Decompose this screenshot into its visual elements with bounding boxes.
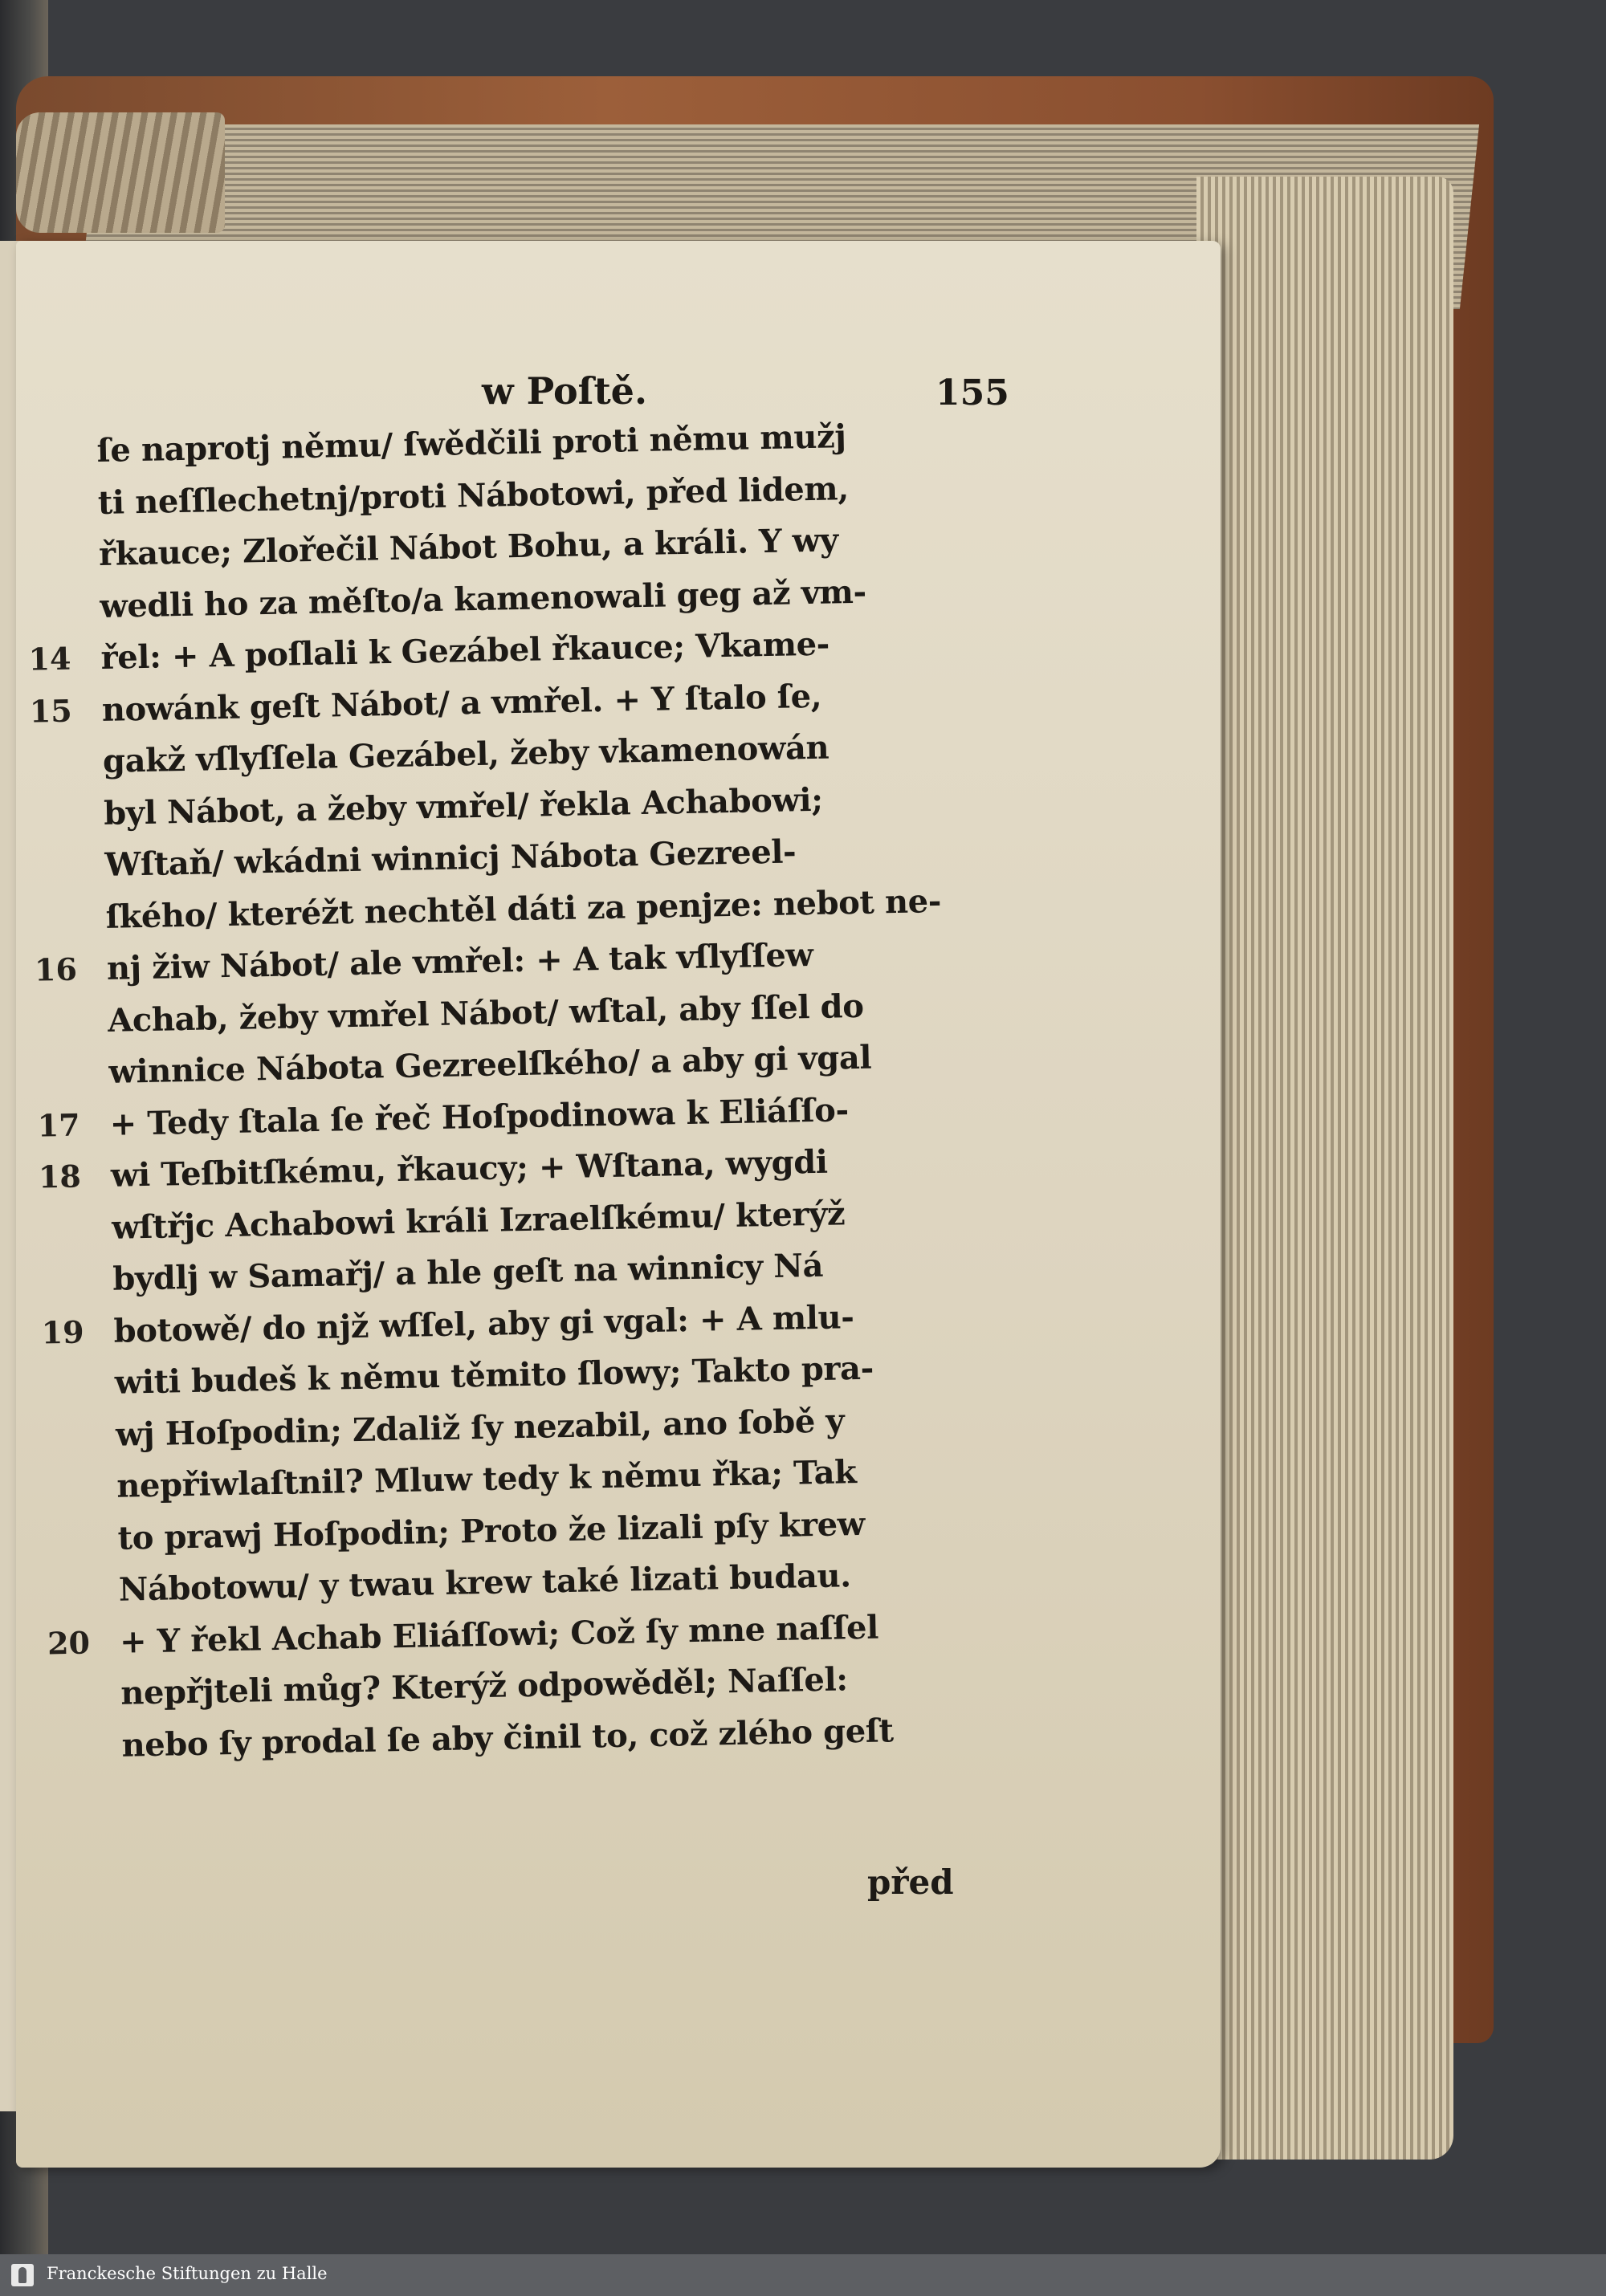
verse-number — [27, 581, 84, 582]
line-text: nowánk geſt Nábot/ a vmřel. + Y ſtalo ſe, — [101, 677, 822, 729]
line-text: wj Hoſpodin; Zdaliž ſy nezabil, ano ſobě y — [115, 1401, 845, 1454]
book-page — [16, 241, 1221, 2168]
footer-label: Franckesche Stiftungen zu Halle — [47, 2264, 328, 2283]
footer-bar — [0, 2254, 1606, 2296]
verse-number — [40, 1254, 96, 1255]
line-text: nepřiwlaſtnil? Mluw tedy k němu řka; Tak — [116, 1453, 857, 1505]
line-text: Nábotowu/ y twau krew také lizati budau. — [118, 1557, 852, 1609]
verse-number — [43, 1410, 100, 1411]
line-text: ſe naprotj němu/ ſwědčili proti němu mužj — [96, 417, 846, 470]
line-text: + Tedy ſtala ſe řeč Hoſpodinowa k Eliáſſo- — [109, 1090, 850, 1143]
verse-number: 19 — [41, 1313, 84, 1351]
line-text: + Y řekl Achab Eliáſſowi; Což ſy mne naſſel — [119, 1608, 879, 1661]
running-head: w Poſtě. — [482, 369, 647, 413]
verse-number — [32, 840, 88, 841]
line-text: gakž vſlyſſela Gezábel, žeby vkamenowán — [102, 728, 829, 780]
line-text: to prawj Hoſpodin; Proto že lizali pſy krew — [117, 1504, 866, 1557]
verse-number — [45, 1513, 101, 1514]
page-fore-edge — [1196, 177, 1453, 2160]
verse-number — [26, 529, 82, 530]
line-text: bydlj w Samařj/ a hle geſt na winnicy Ná — [112, 1246, 824, 1298]
page-number: 155 — [935, 372, 1009, 413]
verse-number: 15 — [29, 692, 73, 730]
line-text: nj žiw Nábot/ ale vmřel: + A tak vſlyſſew — [106, 935, 813, 987]
line-text: nepřjteli můg? Kterýž odpowěděl; Naſſel: — [120, 1660, 849, 1712]
verse-number — [31, 788, 88, 789]
line-text: winnice Nábota Gezreelſkého/ a aby gi vgal — [108, 1038, 872, 1091]
verse-number: 14 — [28, 640, 71, 678]
line-text: byl Nábot, a žeby vmřel/ řekla Achabowi; — [103, 780, 824, 833]
verse-number — [44, 1461, 100, 1462]
line-text: wi Teſbitſkému, řkaucy; + Wſtana, wygdi — [110, 1142, 828, 1195]
line-text: ti neſſlechetnj/proti Nábotowi, před lidem, — [97, 469, 850, 522]
line-text: wſtřjc Achabowi králi Izraelſkému/ kterýž — [111, 1194, 846, 1247]
verse-number: 16 — [34, 951, 78, 988]
catchword: před — [867, 1862, 954, 1902]
verse-number: 20 — [47, 1623, 91, 1661]
line-text: ſkého/ kteréžt nechtěl dáti za penjze: nebot ne- — [105, 881, 942, 936]
headband — [16, 112, 225, 233]
line-text: Achab, žeby vmřel Nábot/ wſtal, aby ſſel do — [107, 987, 864, 1040]
verse-number: 18 — [38, 1158, 82, 1195]
institution-logo-icon — [11, 2264, 34, 2286]
verse-number — [36, 1047, 92, 1048]
line-text: witi budeš k němu těmito ſlowy; Takto pra- — [114, 1349, 874, 1402]
line-text: wedli ho za měſto/a kamenowali geg až vm- — [99, 572, 867, 625]
verse-number: 17 — [37, 1106, 81, 1144]
verse-number — [33, 892, 89, 893]
line-text: řkauce; Zlořečil Nábot Bohu, a králi. Y wy — [98, 521, 839, 573]
line-text: Wſtaň/ wkádni winnicj Nábota Gezreel- — [104, 833, 797, 884]
line-text: botowě/ do njž wſſel, aby gi vgal: + A mlu- — [113, 1297, 854, 1350]
text-block — [28, 407, 1078, 1772]
verse-number — [24, 425, 80, 426]
line-text: nebo ſy prodal ſe aby činil to, což zlého geſt — [121, 1711, 895, 1765]
line-text: řel: + A poſlali k Gezábel řkauce; Vkame- — [100, 625, 830, 677]
verse-number — [49, 1720, 105, 1721]
